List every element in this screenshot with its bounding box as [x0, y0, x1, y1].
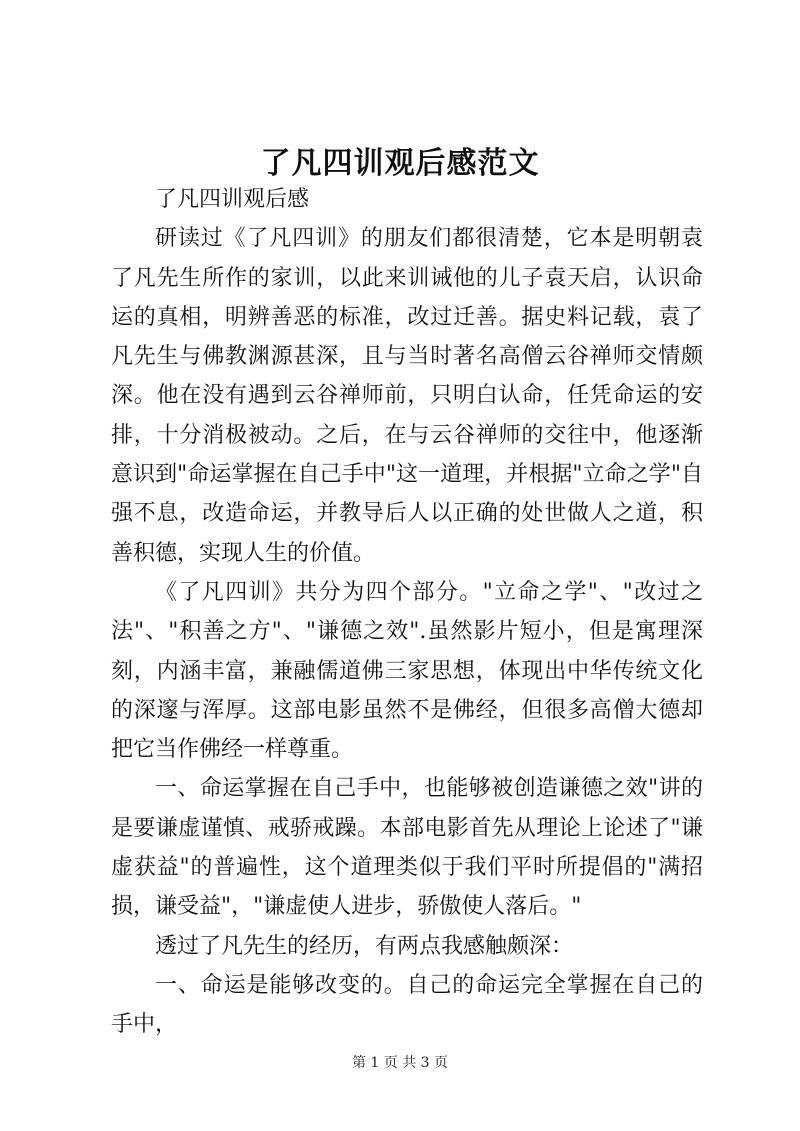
- paragraph-3: 一、命运掌握在自己手中，也能够被创造谦德之效"讲的是要谦虚谨慎、戒骄戒躁。本部电影首先从理论上论述了"谦虚获益"的普遍性，这个道理类似于我们平时所提倡的"满招损，谦受益"，"谦虚使人进步，骄傲使人落后。": [111, 776, 703, 920]
- document-title: 了凡四训观后感范文: [260, 146, 540, 181]
- page-number-footer: 第 1 页 共 3 页: [351, 1055, 449, 1071]
- paragraph-4: 透过了凡先生的经历，有两点我感触颇深：: [155, 933, 574, 959]
- paragraph-subtitle: 了凡四训观后感: [155, 187, 310, 212]
- paragraph-1: 研读过《了凡四训》的朋友们都很清楚，它本是明朝袁了凡先生所作的家训，以此来训诫他的儿子袁天启，认识命运的真相，明辨善恶的标准，改过迁善。据史料记载，袁了凡先生与佛教渊源甚深，且与当时著名高僧云谷禅师交情颇深。他在没有遇到云谷禅师前，只明白认命，任凭命运的安排，十分消极被动。之后，在与云谷禅师的交往中，他逐渐意识到"命运掌握在自己手中"这一道理，并根据"立命之学"自强不息，改造命运，并教导后人以正确的处世做人之道，积善积德，实现人生的价值。: [111, 226, 703, 566]
- document-body: [111, 180, 703, 1045]
- paragraph-5: 一、命运是能够改变的。自己的命运完全掌握在自己的手中，: [111, 972, 703, 1038]
- paragraph-2: 《了凡四训》共分为四个部分。"立命之学"、"改过之法"、"积善之方"、"谦德之效".虽然影片短小，但是寓理深刻，内涵丰富，兼融儒道佛三家思想，体现出中华传统文化的深邃与浑厚。这部电影虽然不是佛经，但很多高僧大德却把它当作佛经一样尊重。: [111, 579, 703, 763]
